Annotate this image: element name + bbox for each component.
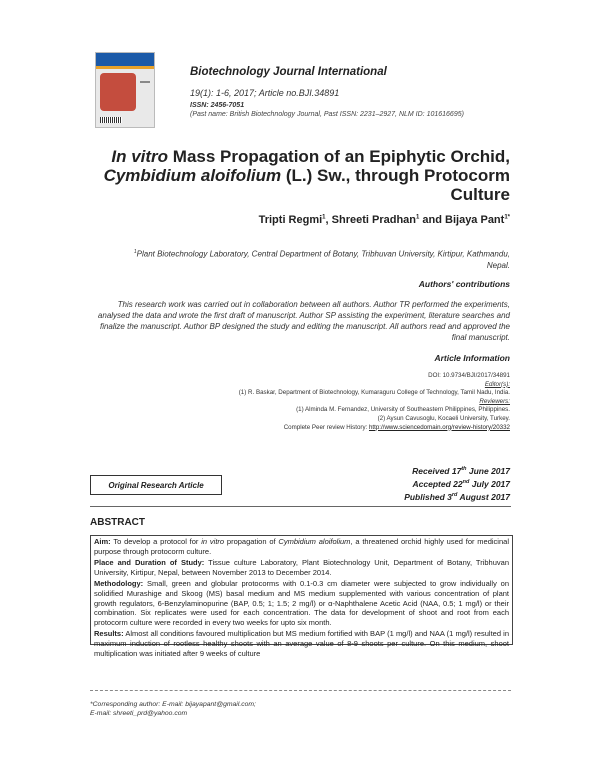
reviewer-1: (1) Alminda M. Fernandez, University of Southeastern Philippines, Philippines. bbox=[296, 406, 510, 414]
author-list: Tripti Regmi$^1$, Shreeti Pradhan$^1$ and Bijaya Pant$^{1*}$ bbox=[258, 214, 510, 226]
barcode-icon bbox=[100, 117, 122, 123]
author-email: E-mail: shreeti_prd@yahoo.com bbox=[90, 710, 188, 717]
article-info bbox=[70, 372, 510, 432]
abstract-heading: ABSTRACT bbox=[90, 517, 145, 528]
divider bbox=[90, 506, 511, 507]
journal-name: Biotechnology Journal International bbox=[190, 66, 387, 78]
review-history-link[interactable]: http://www.sciencedomain.org/review-history/20332 bbox=[368, 423, 510, 431]
journal-citation: 19(1): 1-6, 2017; Article no.BJI.34891 bbox=[190, 88, 340, 98]
article-type-badge: Original Research Article bbox=[90, 475, 222, 495]
review-history: Complete Peer review History: http://www.sciencedomain.org/review-history/20332 bbox=[283, 423, 510, 431]
editor-1: (1) R. Baskar, Department of Biotechnology, Kumaraguru College of Technology, Tamil Nadu, India. bbox=[238, 389, 510, 397]
footnote-divider bbox=[90, 690, 511, 691]
received-date: Received 17th June 2017 bbox=[412, 465, 510, 476]
reviewers-label: Reviewers: bbox=[479, 397, 510, 405]
abstract-box bbox=[90, 535, 513, 658]
journal-issn: ISSN: 2456-7051 bbox=[190, 102, 245, 109]
journal-past-name: (Past name: British Biotechnology Journal, Past ISSN: 2231–2927, NLM ID: 101616695) bbox=[190, 111, 464, 118]
article-info-heading: Article Information bbox=[434, 353, 510, 363]
footnote bbox=[90, 700, 256, 718]
affiliation: $^1$Plant Biotechnology Laboratory, Central Department of Botany, Tribhuvan University, Kirtipur, Kathmandu, Nepal. bbox=[133, 249, 510, 270]
contributions-text: This research work was carried out in collaboration between all authors. Author TR performed the experiments, analysed the data and wrote the first draft of manuscript. Author SP assisting the experiment, literature searches and finalize the manuscript. Author BP designed the study and editing the manuscript. All authors read and approved the final manuscript. bbox=[97, 300, 510, 342]
paper-title: In vitro Mass Propagation of an Epiphytic Orchid, Cymbidium aloifolium (L.) Sw., through Protocorm Culture bbox=[103, 147, 510, 204]
journal-cover-image bbox=[95, 52, 155, 128]
editors-label: Editor(s): bbox=[484, 380, 510, 388]
abstract-place: Place and Duration of Study: Tissue culture Laboratory, Plant Biotechnology Unit, Department of Botany, Tribhuvan University, Kirtipur, Nepal, between November 2013 to December 2014. bbox=[94, 558, 509, 577]
abstract-methodology: Methodology: Small, green and globular protocorms with 0.1-0.3 cm diameter were subjected to grow individually on solidified Murashige and Skoog (MS) basal medium and MS medium supplemented with various concentration of plant growth regulators, 6-Benzylaminopurine (BAP, 0.5; 1; 1.5; 2 mg/l) or α-Naphthalene Acetic Acid (NAA, 0.5; 1 mg/l) or their combination. Six replicates were used for each concentration. The data for development of shoot and root from each protocorm culture were recorded in every two weeks for upto six month. bbox=[94, 579, 509, 627]
contributions-heading: Authors' contributions bbox=[418, 279, 510, 289]
article-dates bbox=[404, 464, 510, 502]
doi: DOI: 10.9734/BJI/2017/34891 bbox=[428, 372, 510, 379]
corresponding-author: *Corresponding author: E-mail: bijayapant@gmail.com; bbox=[90, 701, 256, 708]
accepted-date: Accepted 22nd July 2017 bbox=[412, 478, 510, 489]
reviewer-2: (2) Aysun Cavusoglu, Kocaeli University, Turkey. bbox=[377, 414, 510, 422]
abstract-results: Results: Almost all conditions favoured multiplication but MS medium fortified with BAP (1 mg/l) and NAA (1 mg/l) resulted in maximum induction of rootless healthy shoots with an average value of 8-9 shoots per culture. On this medium, shoot multiplication was initiated after 9 weeks of culture bbox=[94, 629, 509, 658]
published-date: Published 3rd August 2017 bbox=[404, 491, 510, 502]
abstract-aim: Aim: To develop a protocol for in vitro propagation of Cymbidium aloifolium, a threatened orchid highly used for medicinal purpose through protocorm culture. bbox=[94, 537, 509, 556]
